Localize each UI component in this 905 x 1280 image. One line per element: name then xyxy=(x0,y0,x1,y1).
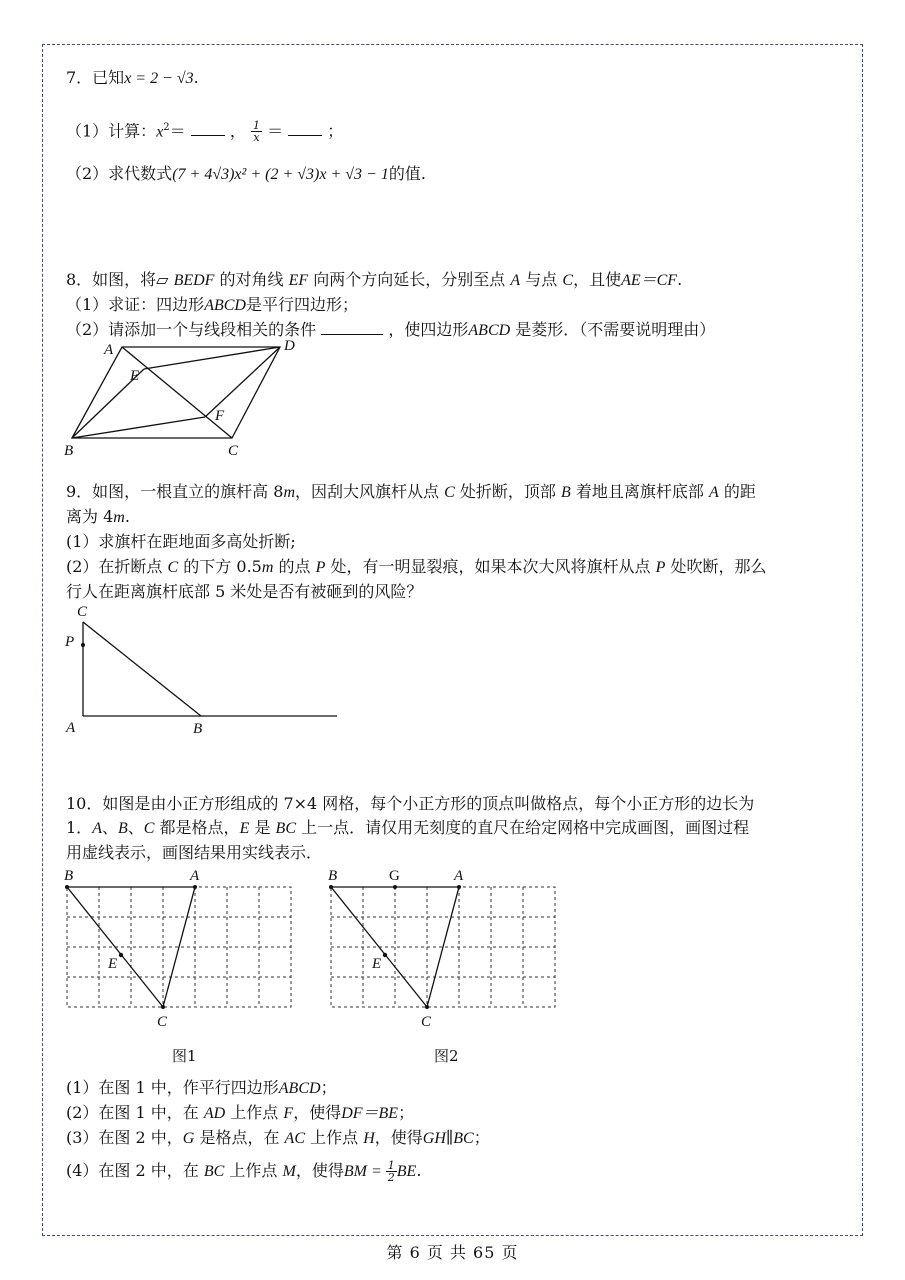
label-c: C xyxy=(228,443,239,459)
label-e: E xyxy=(108,956,118,972)
label-c: C xyxy=(77,604,88,620)
broken-part xyxy=(83,622,201,716)
q10-task1: (1）在图 1 中，作平行四边形ABCD； xyxy=(66,1078,337,1097)
label-b: B xyxy=(64,443,74,459)
label-g: G xyxy=(389,868,400,884)
q8-stem: 8．如图，将▱ BEDF 的对角线 EF 向两个方向延长，分别至点 A 与点 C，且使AE＝CF. xyxy=(66,270,683,289)
q9-part2: (2）在折断点 C 的下方 0.5m 的点 P 处，有一明显裂痕，如果本次大风将旗杆从点 P 处吹断，那么 xyxy=(66,557,767,576)
label-a: A xyxy=(190,868,200,884)
line-fb xyxy=(72,417,205,438)
q9-stem-2: 离为 4m. xyxy=(66,507,130,526)
segment-ac xyxy=(427,887,459,1007)
q7-part1: （1）计算：$x^2=$ ， $\frac{1}{x}$ ＝ ； xyxy=(66,119,344,145)
q8-figure xyxy=(60,335,310,460)
label-b: B xyxy=(328,868,338,884)
q10-figure-2 xyxy=(326,865,566,1030)
q7-stem: 7．已知x = 2 − √3. xyxy=(66,68,199,87)
label-b: B xyxy=(193,721,203,737)
q10-stem-3: 用虚线表示，画图结果用实线表示． xyxy=(66,843,323,862)
q9-part1: (1）求旗杆在距地面多高处折断; xyxy=(66,532,296,551)
q9-part2-cont: 行人在距离旗杆底部 5 米处是否有被砸到的风险？ xyxy=(66,582,423,601)
label-d: D xyxy=(284,338,295,354)
label-e: E xyxy=(130,368,140,384)
q10-stem-1: 10．如图是由小正方形组成的 7×4 网格，每个小正方形的顶点叫做格点，每个小正方形的边长为 xyxy=(66,794,755,813)
point-g xyxy=(393,885,397,889)
label-a: A xyxy=(454,868,464,884)
point-e xyxy=(119,953,123,957)
label-e: E xyxy=(372,956,382,972)
q7-part2: （2）求代数式(7 + 4√3)x² + (2 + √3)x + √3 − 1的值. xyxy=(66,164,426,183)
label-c: C xyxy=(421,1014,432,1030)
fig1-caption: 图1 xyxy=(172,1047,197,1065)
q9-figure xyxy=(60,600,350,740)
q8-part1: （1）求证：四边形ABCD是平行四边形； xyxy=(66,295,358,314)
label-c: C xyxy=(157,1014,168,1030)
point-e xyxy=(383,953,387,957)
q8-part2: （2）请添加一个与线段相关的条件 ，使四边形ABCD 是菱形．（不需要说明理由） xyxy=(66,320,716,339)
segment-ac xyxy=(163,887,195,1007)
q10-task4: (4）在图 2 中，在 BC 上作点 M，使得BM = $\frac{1}{2}$ BE. xyxy=(66,1159,422,1184)
label-b: B xyxy=(64,868,74,884)
q9-stem-1: 9．如图，一根直立的旗杆高 8m，因刮大风旗杆从点 C 处折断，顶部 B 着地且离旗杆底部 A 的距 xyxy=(66,482,756,501)
label-p: P xyxy=(65,634,75,650)
q7-blank-2[interactable] xyxy=(288,121,322,136)
q7-fraction: $\frac{1}{x}$ xyxy=(252,119,260,145)
q10-task2: (2）在图 1 中，在 AD 上作点 F，使得DF＝BE； xyxy=(66,1103,415,1122)
q10-stem-2: 1．A、B、C 都是格点，E 是 BC 上一点．请仅用无刻度的直尺在给定网格中完成画图，画图过程 xyxy=(66,818,750,837)
q10-fraction: $\frac{1}{2}$ xyxy=(387,1159,395,1184)
q8-blank[interactable] xyxy=(321,320,383,335)
label-a: A xyxy=(104,342,114,358)
label-a: A xyxy=(66,720,76,736)
point-p xyxy=(81,643,85,647)
label-f: F xyxy=(215,408,225,424)
q7-blank-1[interactable] xyxy=(191,121,225,136)
fig2-caption: 图2 xyxy=(434,1047,459,1065)
page-footer: 第 6 页 共 65 页 xyxy=(386,1243,519,1262)
q10-task3: (3）在图 2 中，G 是格点，在 AC 上作点 H，使得GH∥BC； xyxy=(66,1128,490,1147)
q10-figure-1 xyxy=(62,865,302,1030)
diagonal-ac xyxy=(122,347,232,438)
